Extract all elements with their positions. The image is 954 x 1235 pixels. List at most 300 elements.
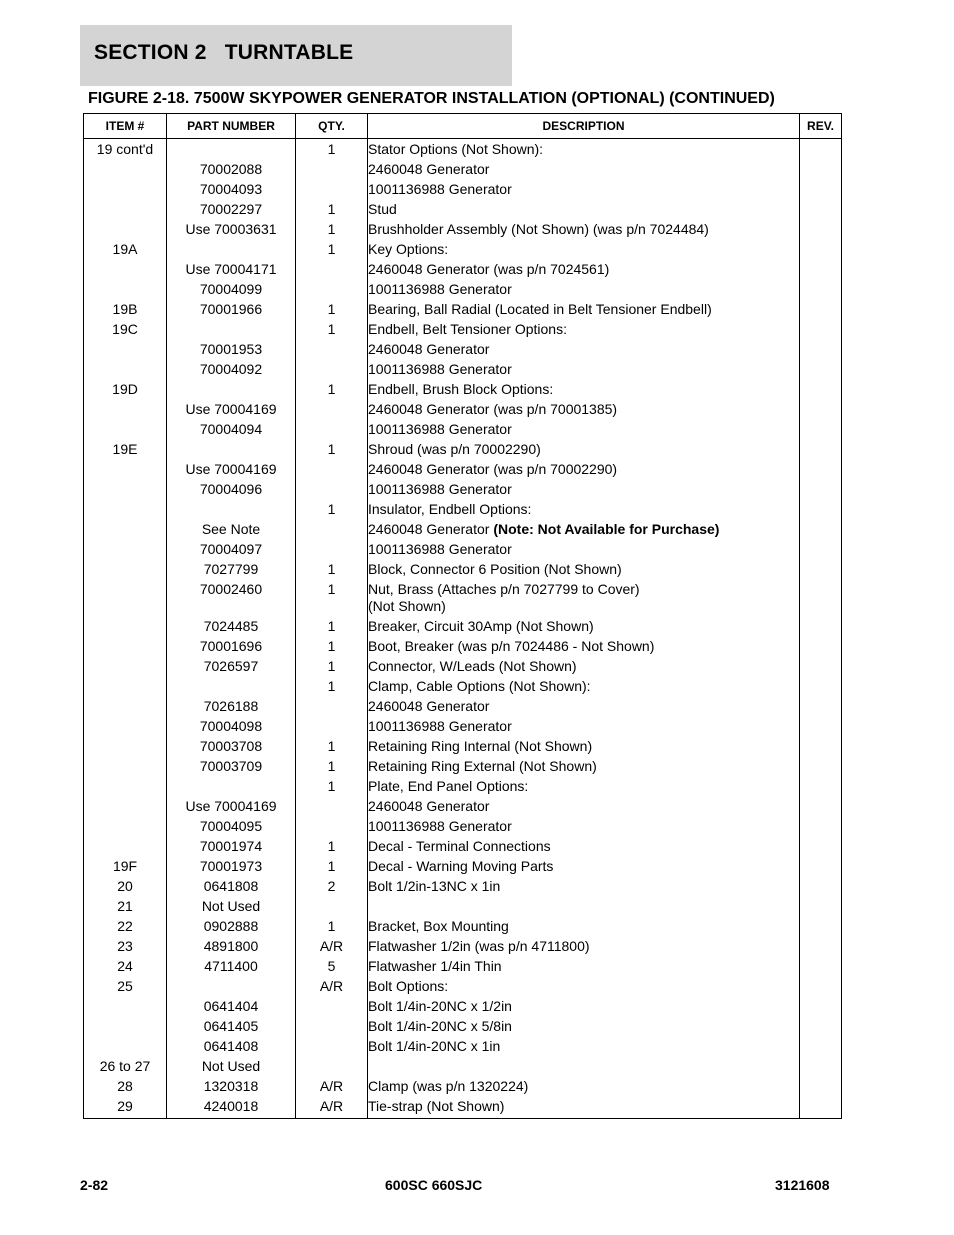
description-cell bbox=[368, 378, 800, 398]
item-number-cell bbox=[84, 735, 167, 755]
item-number-cell bbox=[84, 218, 167, 238]
document-number: 3121608 bbox=[775, 1177, 830, 1193]
table-row bbox=[84, 278, 842, 298]
description-cell bbox=[368, 1095, 800, 1119]
description-text bbox=[368, 501, 799, 518]
item-number-cell: 25 bbox=[84, 975, 167, 995]
table-row bbox=[84, 715, 842, 735]
description-text bbox=[368, 321, 799, 338]
description-main: Bearing, Ball Radial (Located in Belt Tensioner Endbell) bbox=[368, 301, 712, 317]
part-number-cell: 70001974 bbox=[167, 835, 296, 855]
item-number-cell: 19D bbox=[84, 378, 167, 398]
rev-cell bbox=[800, 238, 842, 258]
description-cell bbox=[368, 1075, 800, 1095]
item-number-cell: 19 cont'd bbox=[84, 139, 167, 159]
rev-cell bbox=[800, 178, 842, 198]
part-number-cell: 70001953 bbox=[167, 338, 296, 358]
part-number-cell: 70004095 bbox=[167, 815, 296, 835]
item-number-cell bbox=[84, 615, 167, 635]
table-row bbox=[84, 655, 842, 675]
qty-cell bbox=[296, 1015, 368, 1035]
table-row bbox=[84, 975, 842, 995]
qty-cell: 1 bbox=[296, 855, 368, 875]
part-number-cell: Not Used bbox=[167, 895, 296, 915]
description-text bbox=[368, 461, 799, 478]
description-cell bbox=[368, 935, 800, 955]
qty-cell: 1 bbox=[296, 755, 368, 775]
part-number-cell: 7026188 bbox=[167, 695, 296, 715]
item-number-cell bbox=[84, 578, 167, 615]
part-number-cell: 70004092 bbox=[167, 358, 296, 378]
rev-cell bbox=[800, 1075, 842, 1095]
table-row bbox=[84, 258, 842, 278]
table-row bbox=[84, 458, 842, 478]
rev-cell bbox=[800, 875, 842, 895]
description-main: Key Options: bbox=[368, 241, 449, 257]
table-row bbox=[84, 735, 842, 755]
item-number-cell bbox=[84, 795, 167, 815]
qty-cell: 1 bbox=[296, 635, 368, 655]
description-main: Flatwasher 1/2in (was p/n 4711800) bbox=[368, 938, 590, 954]
part-number-cell: 70002460 bbox=[167, 578, 296, 615]
item-number-cell bbox=[84, 418, 167, 438]
description-text bbox=[368, 441, 799, 458]
rev-cell bbox=[800, 418, 842, 438]
rev-cell bbox=[800, 955, 842, 975]
part-number-cell: 70004094 bbox=[167, 418, 296, 438]
description-text bbox=[368, 958, 799, 975]
parts-table bbox=[83, 113, 842, 1119]
description-main: Bolt 1/2in-13NC x 1in bbox=[368, 878, 501, 894]
description-cell bbox=[368, 655, 800, 675]
qty-cell bbox=[296, 158, 368, 178]
description-cell bbox=[368, 438, 800, 458]
item-number-cell bbox=[84, 835, 167, 855]
table-row bbox=[84, 615, 842, 635]
rev-cell bbox=[800, 855, 842, 875]
description-cell bbox=[368, 238, 800, 258]
table-row bbox=[84, 955, 842, 975]
rev-cell bbox=[800, 615, 842, 635]
description-cell bbox=[368, 498, 800, 518]
qty-cell: 1 bbox=[296, 558, 368, 578]
description-text bbox=[368, 918, 799, 935]
rev-cell bbox=[800, 835, 842, 855]
table-row bbox=[84, 338, 842, 358]
item-number-cell bbox=[84, 338, 167, 358]
description-cell bbox=[368, 815, 800, 835]
description-cell bbox=[368, 198, 800, 218]
description-cell bbox=[368, 139, 800, 159]
description-main: 1001136988 Generator bbox=[368, 421, 512, 437]
item-number-cell: 22 bbox=[84, 915, 167, 935]
rev-cell bbox=[800, 975, 842, 995]
part-number-cell: 4711400 bbox=[167, 955, 296, 975]
qty-cell bbox=[296, 478, 368, 498]
description-cell bbox=[368, 955, 800, 975]
qty-cell: 1 bbox=[296, 615, 368, 635]
description-cell bbox=[368, 458, 800, 478]
rev-cell bbox=[800, 338, 842, 358]
table-row bbox=[84, 695, 842, 715]
description-cell bbox=[368, 558, 800, 578]
item-number-cell bbox=[84, 715, 167, 735]
rev-cell bbox=[800, 298, 842, 318]
item-number-cell bbox=[84, 655, 167, 675]
qty-cell bbox=[296, 795, 368, 815]
qty-cell: 1 bbox=[296, 438, 368, 458]
rev-cell bbox=[800, 795, 842, 815]
part-number-cell: 70001973 bbox=[167, 855, 296, 875]
description-main: 1001136988 Generator bbox=[368, 541, 512, 557]
table-row bbox=[84, 158, 842, 178]
description-main: Connector, W/Leads (Not Shown) bbox=[368, 658, 577, 674]
description-main: Bracket, Box Mounting bbox=[368, 918, 509, 934]
part-number-cell: 70004093 bbox=[167, 178, 296, 198]
description-text bbox=[368, 998, 799, 1015]
description-text bbox=[368, 618, 799, 635]
description-cell bbox=[368, 538, 800, 558]
table-row bbox=[84, 178, 842, 198]
item-number-cell bbox=[84, 278, 167, 298]
qty-cell: 1 bbox=[296, 915, 368, 935]
part-number-cell: Use 70004171 bbox=[167, 258, 296, 278]
description-main: Flatwasher 1/4in Thin bbox=[368, 958, 502, 974]
part-number-cell: 7026597 bbox=[167, 655, 296, 675]
item-number-cell: 24 bbox=[84, 955, 167, 975]
item-number-cell bbox=[84, 755, 167, 775]
description-cell bbox=[368, 695, 800, 715]
item-number-cell bbox=[84, 1015, 167, 1035]
description-text bbox=[368, 1018, 799, 1035]
part-number-cell: 4240018 bbox=[167, 1095, 296, 1119]
part-number-cell: 7024485 bbox=[167, 615, 296, 635]
description-cell bbox=[368, 995, 800, 1015]
description-text bbox=[368, 561, 799, 578]
description-cell bbox=[368, 755, 800, 775]
description-text bbox=[368, 818, 799, 835]
description-cell bbox=[368, 578, 800, 615]
description-text bbox=[368, 181, 799, 198]
description-text bbox=[368, 1098, 799, 1115]
rev-cell bbox=[800, 715, 842, 735]
table-row bbox=[84, 578, 842, 615]
qty-cell bbox=[296, 178, 368, 198]
rev-cell bbox=[800, 438, 842, 458]
part-number-cell: Use 70004169 bbox=[167, 458, 296, 478]
description-cell bbox=[368, 735, 800, 755]
qty-cell bbox=[296, 418, 368, 438]
part-number-cell: Use 70003631 bbox=[167, 218, 296, 238]
qty-cell bbox=[296, 338, 368, 358]
column-header-qty: QTY. bbox=[296, 114, 368, 139]
rev-cell bbox=[800, 558, 842, 578]
model-number: 600SC 660SJC bbox=[385, 1177, 483, 1193]
item-number-cell bbox=[84, 478, 167, 498]
rev-cell bbox=[800, 895, 842, 915]
table-row bbox=[84, 358, 842, 378]
item-number-cell bbox=[84, 675, 167, 695]
qty-cell bbox=[296, 278, 368, 298]
qty-cell: 2 bbox=[296, 875, 368, 895]
part-number-cell bbox=[167, 498, 296, 518]
table-row bbox=[84, 915, 842, 935]
part-number-cell bbox=[167, 438, 296, 458]
description-text bbox=[368, 381, 799, 398]
description-main: Plate, End Panel Options: bbox=[368, 778, 529, 794]
qty-cell bbox=[296, 895, 368, 915]
rev-cell bbox=[800, 458, 842, 478]
table-row bbox=[84, 895, 842, 915]
description-main: 2460048 Generator bbox=[368, 698, 490, 714]
description-cell bbox=[368, 775, 800, 795]
part-number-cell: 7027799 bbox=[167, 558, 296, 578]
qty-cell bbox=[296, 815, 368, 835]
description-text bbox=[368, 938, 799, 955]
description-text bbox=[368, 778, 799, 795]
part-number-cell bbox=[167, 238, 296, 258]
table-row bbox=[84, 1035, 842, 1055]
qty-cell bbox=[296, 358, 368, 378]
description-main: 2460048 Generator bbox=[368, 341, 490, 357]
table-row bbox=[84, 855, 842, 875]
description-text bbox=[368, 161, 799, 178]
table-row bbox=[84, 558, 842, 578]
description-text bbox=[368, 361, 799, 378]
description-cell bbox=[368, 178, 800, 198]
description-main: Clamp (was p/n 1320224) bbox=[368, 1078, 529, 1094]
item-number-cell bbox=[84, 198, 167, 218]
rev-cell bbox=[800, 218, 842, 238]
part-number-cell bbox=[167, 975, 296, 995]
column-header-part-number: PART NUMBER bbox=[167, 114, 296, 139]
part-number-cell bbox=[167, 139, 296, 159]
table-row bbox=[84, 995, 842, 1015]
description-cell bbox=[368, 218, 800, 238]
description-main: Bolt 1/4in-20NC x 5/8in bbox=[368, 1018, 512, 1034]
description-main: Endbell, Brush Block Options: bbox=[368, 381, 554, 397]
item-number-cell bbox=[84, 498, 167, 518]
description-cell bbox=[368, 855, 800, 875]
table-row bbox=[84, 538, 842, 558]
description-cell bbox=[368, 875, 800, 895]
description-text bbox=[368, 341, 799, 358]
rev-cell bbox=[800, 1015, 842, 1035]
qty-cell: A/R bbox=[296, 935, 368, 955]
qty-cell bbox=[296, 538, 368, 558]
rev-cell bbox=[800, 915, 842, 935]
item-number-cell bbox=[84, 458, 167, 478]
description-main: Bolt 1/4in-20NC x 1in bbox=[368, 1038, 501, 1054]
qty-cell bbox=[296, 1035, 368, 1055]
description-text bbox=[368, 678, 799, 695]
part-number-cell bbox=[167, 318, 296, 338]
rev-cell bbox=[800, 398, 842, 418]
rev-cell bbox=[800, 578, 842, 615]
table-header-row bbox=[84, 114, 842, 139]
rev-cell bbox=[800, 478, 842, 498]
description-text bbox=[368, 758, 799, 775]
description-main: 1001136988 Generator bbox=[368, 818, 512, 834]
description-text bbox=[368, 421, 799, 438]
parts-table-body bbox=[84, 139, 842, 1119]
item-number-cell: 19B bbox=[84, 298, 167, 318]
part-number-cell bbox=[167, 775, 296, 795]
description-text bbox=[368, 521, 744, 538]
table-row bbox=[84, 875, 842, 895]
description-text bbox=[368, 638, 799, 655]
item-number-cell bbox=[84, 815, 167, 835]
item-number-cell bbox=[84, 538, 167, 558]
part-number-cell: 70004099 bbox=[167, 278, 296, 298]
table-row bbox=[84, 298, 842, 318]
qty-cell: 5 bbox=[296, 955, 368, 975]
rev-cell bbox=[800, 1035, 842, 1055]
qty-cell bbox=[296, 995, 368, 1015]
rev-cell bbox=[800, 655, 842, 675]
table-row bbox=[84, 815, 842, 835]
column-header-rev: REV. bbox=[800, 114, 842, 139]
table-row bbox=[84, 139, 842, 159]
qty-cell bbox=[296, 398, 368, 418]
item-number-cell: 19F bbox=[84, 855, 167, 875]
description-text bbox=[368, 698, 799, 715]
description-main: 1001136988 Generator bbox=[368, 281, 512, 297]
part-number-cell: 1320318 bbox=[167, 1075, 296, 1095]
qty-cell: 1 bbox=[296, 198, 368, 218]
description-main: Breaker, Circuit 30Amp (Not Shown) bbox=[368, 618, 594, 634]
qty-cell: 1 bbox=[296, 498, 368, 518]
description-cell bbox=[368, 1015, 800, 1035]
rev-cell bbox=[800, 538, 842, 558]
table-row bbox=[84, 398, 842, 418]
item-number-cell bbox=[84, 995, 167, 1015]
qty-cell: 1 bbox=[296, 218, 368, 238]
description-main: 2460048 Generator (was p/n 7024561) bbox=[368, 261, 610, 277]
description-cell bbox=[368, 318, 800, 338]
description-cell bbox=[368, 358, 800, 378]
qty-cell bbox=[296, 715, 368, 735]
qty-cell: 1 bbox=[296, 298, 368, 318]
part-number-cell: 0641404 bbox=[167, 995, 296, 1015]
part-number-cell: 0902888 bbox=[167, 915, 296, 935]
part-number-cell: 70003709 bbox=[167, 755, 296, 775]
item-number-cell bbox=[84, 635, 167, 655]
table-row bbox=[84, 1075, 842, 1095]
description-cell bbox=[368, 418, 800, 438]
qty-cell bbox=[296, 518, 368, 538]
part-number-cell: See Note bbox=[167, 518, 296, 538]
table-row bbox=[84, 935, 842, 955]
description-cell bbox=[368, 715, 800, 735]
description-cell bbox=[368, 635, 800, 655]
description-main: Boot, Breaker (was p/n 7024486 - Not Shown) bbox=[368, 638, 655, 654]
description-cell bbox=[368, 158, 800, 178]
description-text bbox=[368, 1078, 799, 1095]
table-row bbox=[84, 635, 842, 655]
rev-cell bbox=[800, 995, 842, 1015]
description-text bbox=[368, 261, 799, 278]
description-cell bbox=[368, 278, 800, 298]
description-text bbox=[368, 201, 799, 218]
description-main: Tie-strap (Not Shown) bbox=[368, 1098, 505, 1114]
description-main: Bolt 1/4in-20NC x 1/2in bbox=[368, 998, 512, 1014]
column-header-item: ITEM # bbox=[84, 114, 167, 139]
description-cell bbox=[368, 795, 800, 815]
description-main: 1001136988 Generator bbox=[368, 361, 512, 377]
table-row bbox=[84, 218, 842, 238]
description-main: 1001136988 Generator bbox=[368, 181, 512, 197]
table-row bbox=[84, 198, 842, 218]
item-number-cell bbox=[84, 518, 167, 538]
description-text bbox=[368, 858, 799, 875]
description-text bbox=[368, 541, 799, 558]
description-main: Stator Options (Not Shown): bbox=[368, 141, 544, 157]
part-number-cell: Use 70004169 bbox=[167, 398, 296, 418]
description-main: Decal - Warning Moving Parts bbox=[368, 858, 554, 874]
item-number-cell: 26 to 27 bbox=[84, 1055, 167, 1075]
item-number-cell: 21 bbox=[84, 895, 167, 915]
rev-cell bbox=[800, 935, 842, 955]
description-cell bbox=[368, 478, 800, 498]
rev-cell bbox=[800, 815, 842, 835]
item-number-cell: 29 bbox=[84, 1095, 167, 1119]
qty-cell: 1 bbox=[296, 835, 368, 855]
table-row bbox=[84, 1015, 842, 1035]
description-main: Clamp, Cable Options (Not Shown): bbox=[368, 678, 591, 694]
rev-cell bbox=[800, 755, 842, 775]
item-number-cell bbox=[84, 358, 167, 378]
item-number-cell: 23 bbox=[84, 935, 167, 955]
description-text bbox=[368, 141, 799, 158]
description-text bbox=[368, 221, 799, 238]
description-text bbox=[368, 281, 799, 298]
description-main: Decal - Terminal Connections bbox=[368, 838, 551, 854]
description-main: 2460048 Generator bbox=[368, 798, 490, 814]
table-row bbox=[84, 1095, 842, 1119]
rev-cell bbox=[800, 378, 842, 398]
table-row bbox=[84, 675, 842, 695]
description-cell bbox=[368, 518, 800, 538]
description-text bbox=[368, 1038, 799, 1055]
qty-cell: A/R bbox=[296, 1095, 368, 1119]
description-main: Stud bbox=[368, 201, 397, 217]
item-number-cell bbox=[84, 398, 167, 418]
table-row bbox=[84, 378, 842, 398]
rev-cell bbox=[800, 278, 842, 298]
item-number-cell bbox=[84, 258, 167, 278]
part-number-cell bbox=[167, 675, 296, 695]
qty-cell: 1 bbox=[296, 735, 368, 755]
table-row bbox=[84, 518, 842, 538]
qty-cell: 1 bbox=[296, 378, 368, 398]
qty-cell: 1 bbox=[296, 655, 368, 675]
table-row bbox=[84, 755, 842, 775]
table-row bbox=[84, 418, 842, 438]
table-row bbox=[84, 775, 842, 795]
rev-cell bbox=[800, 695, 842, 715]
description-note: (Note: Not Available for Purchase) bbox=[493, 521, 720, 537]
description-cell bbox=[368, 258, 800, 278]
description-cell bbox=[368, 398, 800, 418]
description-cell bbox=[368, 675, 800, 695]
description-text bbox=[368, 878, 799, 895]
description-text bbox=[368, 301, 799, 318]
description-text bbox=[368, 658, 799, 675]
part-number-cell: Not Used bbox=[167, 1055, 296, 1075]
qty-cell: 1 bbox=[296, 775, 368, 795]
part-number-cell: 70003708 bbox=[167, 735, 296, 755]
